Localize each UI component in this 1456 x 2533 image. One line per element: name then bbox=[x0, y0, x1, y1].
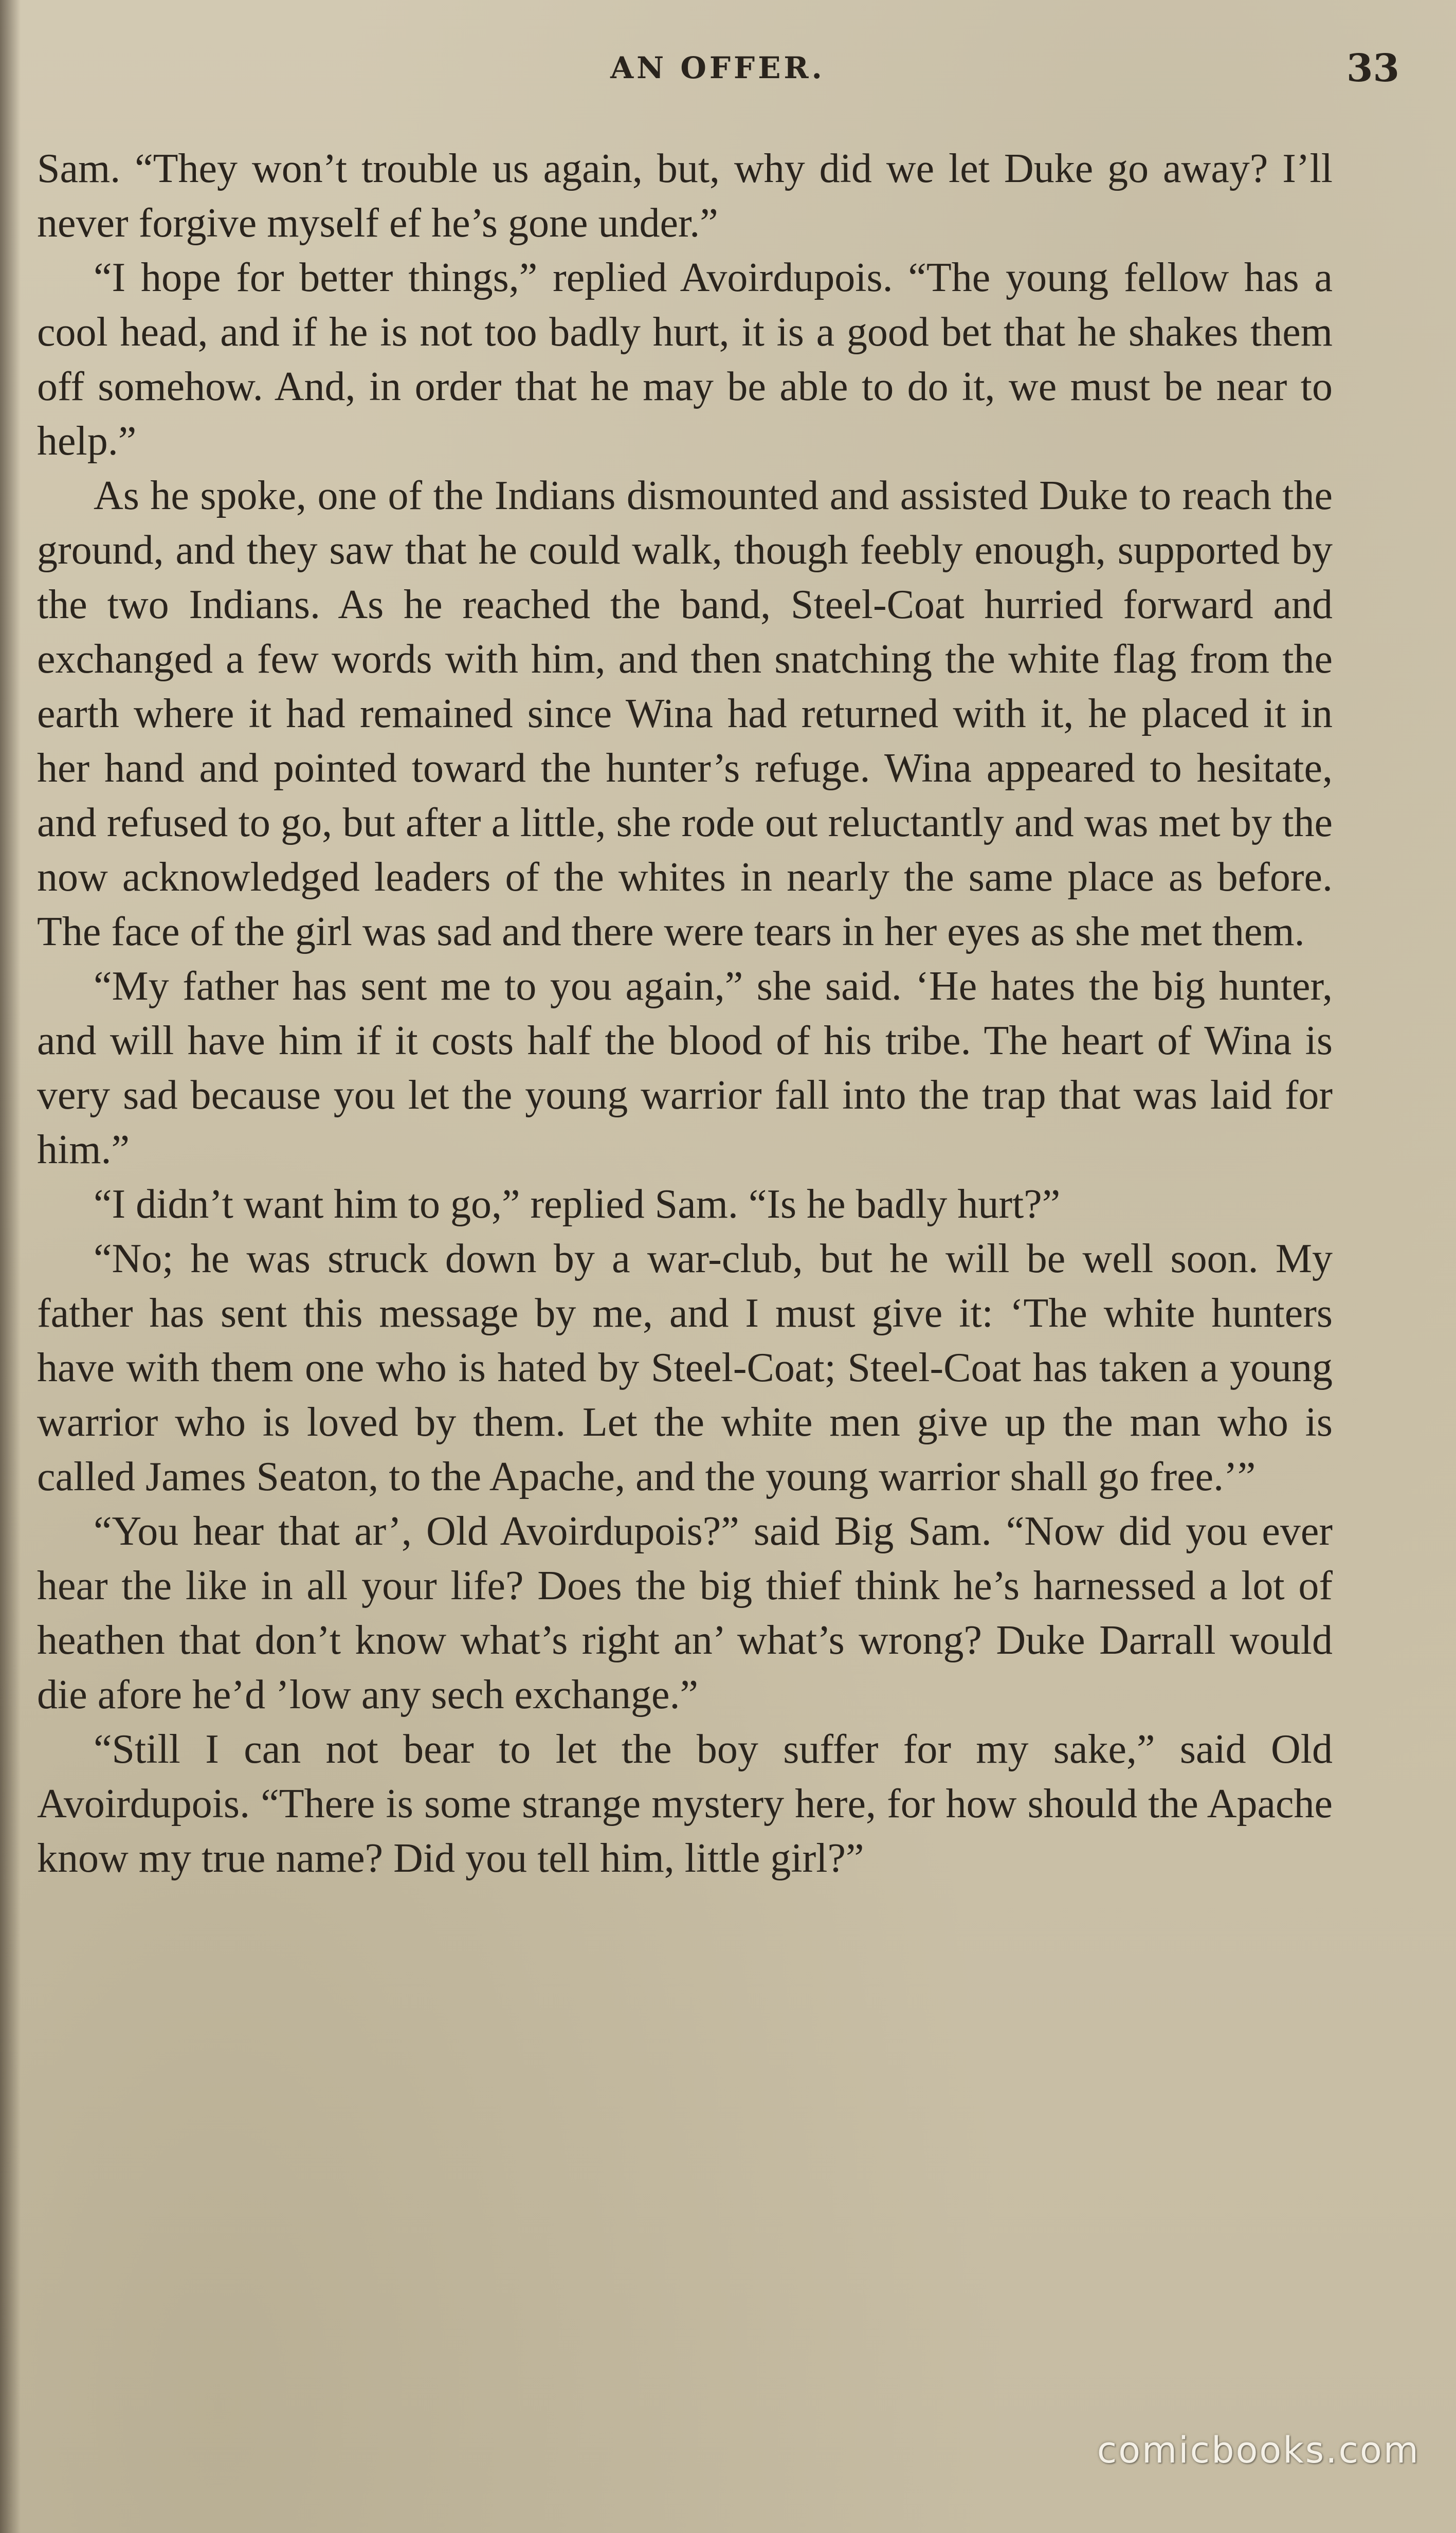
paragraph: “Still I can not bear to let the boy suffer for my sake,” said Old Avoirdupois. “There is some strange mystery here, for how should the Apache know my true name? Did you tell him, little girl?” bbox=[37, 1727, 1333, 1881]
paragraph: Sam. “They won’t trouble us again, but, why did we let Duke go away? I’ll never forgive myself ef he’s gone under.” bbox=[37, 146, 1333, 246]
paragraph: As he spoke, one of the Indians dismounted and assisted Duke to reach the ground, and they saw that he could walk, though feebly enough, supported by the two Indians. As he reached the band, Steel-Coat hurried forward and exchanged a few words with him, and then snatching the white flag from the earth where it had remained since Wina had returned with it, he placed it in her hand and pointed toward the hunter’s refuge. Wina appeared to hesitate, and refused to go, but after a little, she rode out reluctantly and was met by the now acknowledged leaders of the whites in nearly the same place as before. The face of the girl was sad and there were tears in her eyes as she met them. bbox=[37, 473, 1333, 954]
paragraph: “I hope for better things,” replied Avoirdupois. “The young fellow has a cool head, and if he is not too badly hurt, it is a good bet that he shakes them off somehow. And, in order that he may be able to do it, we must be near to help.” bbox=[37, 255, 1333, 464]
page-number: 33 bbox=[1346, 46, 1399, 91]
page-edge-shadow bbox=[0, 0, 21, 2533]
watermark: comicbooks.com bbox=[1097, 2429, 1420, 2471]
paragraph: “You hear that ar’, Old Avoirdupois?” said Big Sam. “Now did you ever hear the like in all your life? Does the big thief think he’s harnessed a lot of heathen that don’t know what’s right an’ what’s wrong? Duke Darrall would die afore he’d ’low any sech exchange.” bbox=[37, 1509, 1333, 1717]
paragraph: “I didn’t want him to go,” replied Sam. “Is he badly hurt?” bbox=[94, 1182, 1061, 1227]
running-head: AN OFFER. bbox=[610, 50, 825, 85]
body-text bbox=[37, 141, 1333, 1886]
paragraph: “No; he was struck down by a war-club, but he will be well soon. My father has sent this message by me, and I must give it: ‘The white hunters have with them one who is hated by Steel-Coat; Steel-Coat has taken a young warrior who is loved by them. Let the white men give up the man who is called James Seaton, to the Apache, and the young warrior shall go free.’” bbox=[37, 1236, 1333, 1499]
page-header bbox=[36, 46, 1399, 91]
paragraph: “My father has sent me to you again,” she said. ‘He hates the big hunter, and will have him if it costs half the blood of his tribe. The heart of Wina is very sad because you let the young warrior fall into the trap that was laid for him.” bbox=[37, 964, 1333, 1172]
